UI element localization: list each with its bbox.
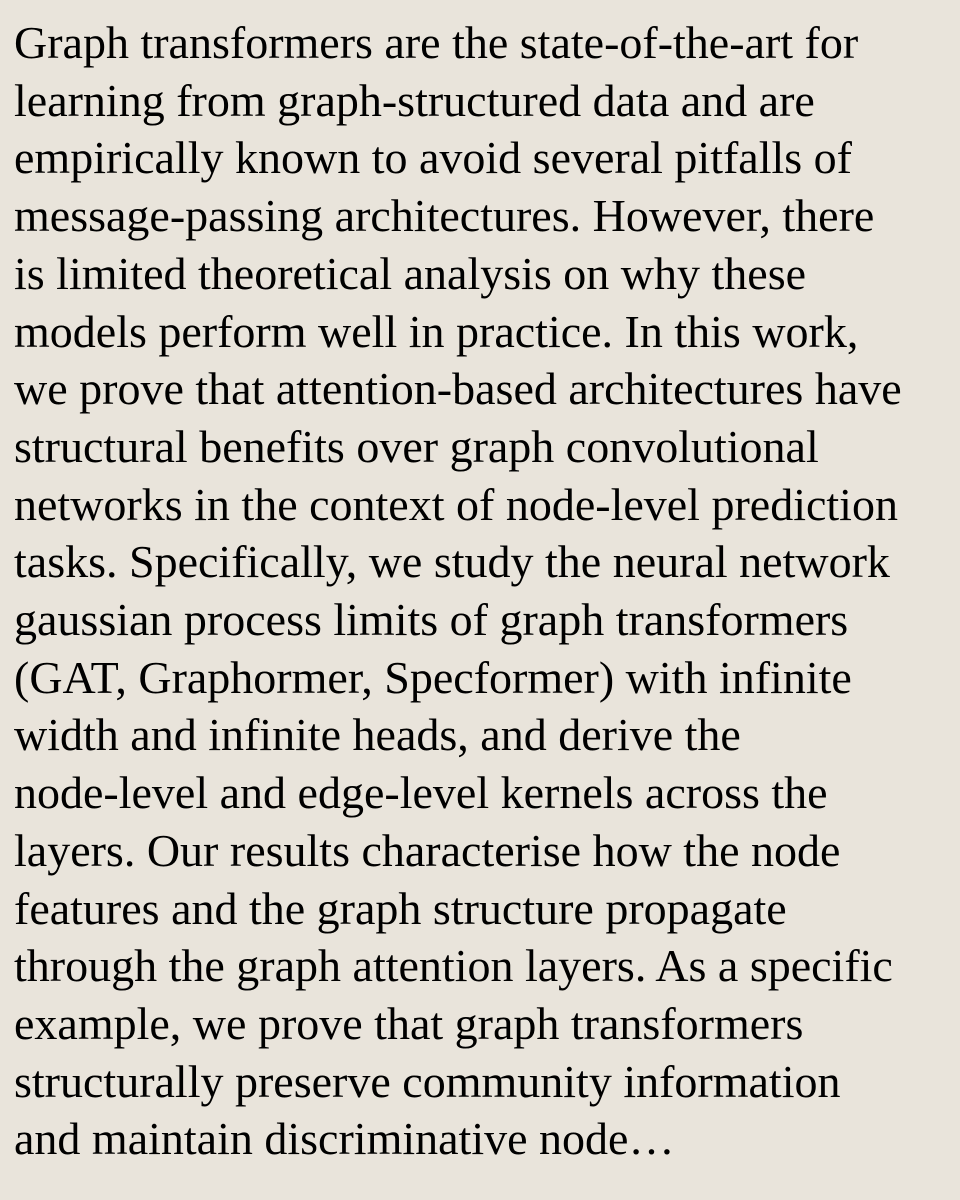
abstract-paragraph <box>14 14 946 1168</box>
abstract-line-12: (GAT, Graphormer, Specformer) with infinite <box>14 651 852 703</box>
abstract-line-10: tasks. Specifically, we study the neural network <box>14 536 890 588</box>
abstract-line-16: features and the graph structure propagate <box>14 882 787 934</box>
abstract-line-2: learning from graph-structured data and are <box>14 74 815 126</box>
abstract-line-4: message-passing architectures. However, there <box>14 190 875 242</box>
abstract-line-14: node-level and edge-level kernels across the <box>14 767 828 819</box>
abstract-line-17: through the graph attention layers. As a specific <box>14 940 893 992</box>
abstract-line-13: width and infinite heads, and derive the <box>14 709 741 761</box>
abstract-line-3: empirically known to avoid several pitfalls of <box>14 132 852 184</box>
abstract-line-1: Graph transformers are the state-of-the-art for <box>14 17 859 68</box>
abstract-line-7: we prove that attention-based architectures have <box>14 363 902 415</box>
abstract-line-9: networks in the context of node-level prediction <box>14 478 898 530</box>
abstract-line-20: and maintain discriminative node… <box>14 1113 675 1165</box>
abstract-line-8: structural benefits over graph convolutional <box>14 420 819 472</box>
abstract-line-18: example, we prove that graph transformers <box>14 997 804 1049</box>
abstract-line-19: structurally preserve community information <box>14 1055 841 1107</box>
abstract-line-15: layers. Our results characterise how the node <box>14 824 841 876</box>
abstract-line-6: models perform well in practice. In this work, <box>14 305 859 357</box>
abstract-line-11: gaussian process limits of graph transformers <box>14 594 849 646</box>
abstract-line-5: is limited theoretical analysis on why these <box>14 247 807 299</box>
